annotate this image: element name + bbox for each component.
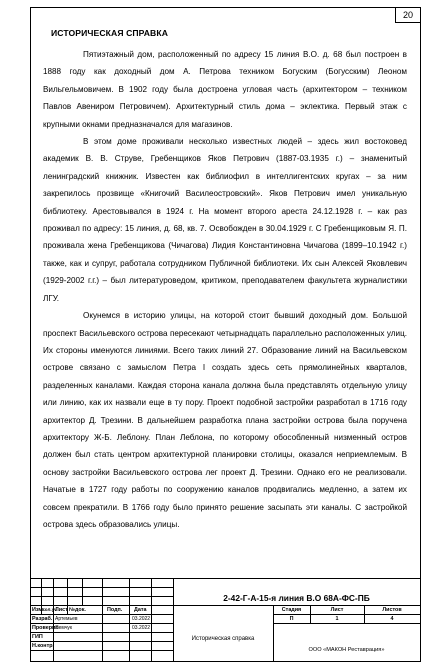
role-developer: Разраб. bbox=[32, 616, 53, 622]
organization-name: ООО «МАКОН Реставрация» bbox=[308, 647, 385, 653]
name-checker: Семчук bbox=[55, 625, 73, 631]
sheets-label: Листов bbox=[382, 607, 402, 613]
sheet-label: Лист bbox=[330, 607, 344, 613]
stage-label: Стадия bbox=[281, 607, 302, 613]
header-izm: Изм. bbox=[32, 607, 44, 613]
date-checker: 03.2022 bbox=[132, 625, 151, 631]
paragraph-1: Пятиэтажный дом, расположенный по адресу 15 линия В.О. д. 68 был построен в 1888 году как доходный дом А. Петрова техником Богуским (Богусским) Леоном Вильгельмовичем. В 1902 году была достроена угловая часть (архитектором – техником Павлов Авениром Петровичем). Архитектурный стиль дома – эклектика. Первый этаж с крупными окнами предназначался для магазинов. bbox=[43, 50, 407, 129]
header-kol-uch: Кол.уч bbox=[42, 607, 57, 612]
sheet-value: 1 bbox=[335, 616, 339, 622]
paragraph-3: Окунемся в историю улицы, на которой стоит бывший доходный дом. Большой проспект Васильевского острова пересекают четырнадцать параллельно расположенных улиц. Их стороны именуются линиями. Всего таких линий 27. Образование линий на Васильевском острове связано с замыслом Петра I создать здесь сеть прямолинейных кварталов, разделенных каналами. Каждая сторона канала должна была представлять отдельную улицу или линию, как их назвали еще в ту пору. Проект подобной застройки разработал в 1716 году архитектор Д. Трезини. В дальнейшем разработка плана застройки острова была поручена архитектору Ж-Б. Леблону. План Леблона, по которому обособленный низменный остров должен был стать центром архитектурной планировки столицы, оказался неприемлемым. В основу застройки Васильевского острова лег проект Д. Трезини. Однако его не реализовали. Начатые в 1727 году работы по сооружению каналов продвигались медленно, а затем их совсем прекратили. В 1766 году было принято решение засыпать эти каналы. С застройкой острова здесь образовались улицы. bbox=[43, 311, 407, 529]
header-podp: Подп. bbox=[107, 607, 123, 613]
header-ndok: №док. bbox=[69, 607, 86, 613]
paragraph-2: В этом доме проживали несколько известных людей – здесь жил востоковед академик В. В. Струве, Гребенщиков Яков Петрович (1887-03.1935 г.) – знаменитый ленинградский книжник. Известен как библиофил в интеллигентских кругах – за ним закрепилось прозвище «Книгочий Василеостровский». Яков Петрович имел уникальную библиотеку. Арестовывался в 1924 г. На момент второго ареста 24.12.1928 г. – как раз проживал по адресу: 15 линия, д. 68, кв. 7. Освобожден в 30.04.1929 г. С Гребенщиковым Я. П. проживала жена Гребенщикова (Чичагова) Лидия Константиновна Чичагова (1899–10.1942 г.) также, как и супруг, работала сотрудником Публичной библиотеки. Их сын Алексей Яковлевич (1929-2002 г.г.) – был литературоведом, критиком, преподавателем факультета журналистики ЛГУ. bbox=[43, 137, 407, 303]
title-block-stamp bbox=[31, 578, 420, 662]
header-date: Дата bbox=[134, 607, 147, 613]
name-developer: Артемьев bbox=[55, 616, 78, 622]
role-checker: Проверил bbox=[32, 625, 59, 631]
document-frame bbox=[30, 7, 421, 662]
page-number: 20 bbox=[395, 8, 420, 23]
document-body bbox=[43, 46, 407, 533]
date-developer: 03.2022 bbox=[132, 616, 151, 622]
sheets-value: 4 bbox=[390, 616, 394, 622]
header-list: Лист bbox=[55, 607, 68, 613]
stage-value: П bbox=[289, 616, 294, 622]
document-code: 2-42-Г-А-15-я линия В.О 68А-ФС-ПБ bbox=[223, 593, 370, 603]
document-title: ИСТОРИЧЕСКАЯ СПРАВКА bbox=[51, 28, 169, 38]
sheet-title: Историческая справка bbox=[191, 636, 255, 642]
role-gip: ГИП bbox=[32, 634, 43, 640]
role-norm-control: Н.контр. bbox=[32, 643, 54, 649]
